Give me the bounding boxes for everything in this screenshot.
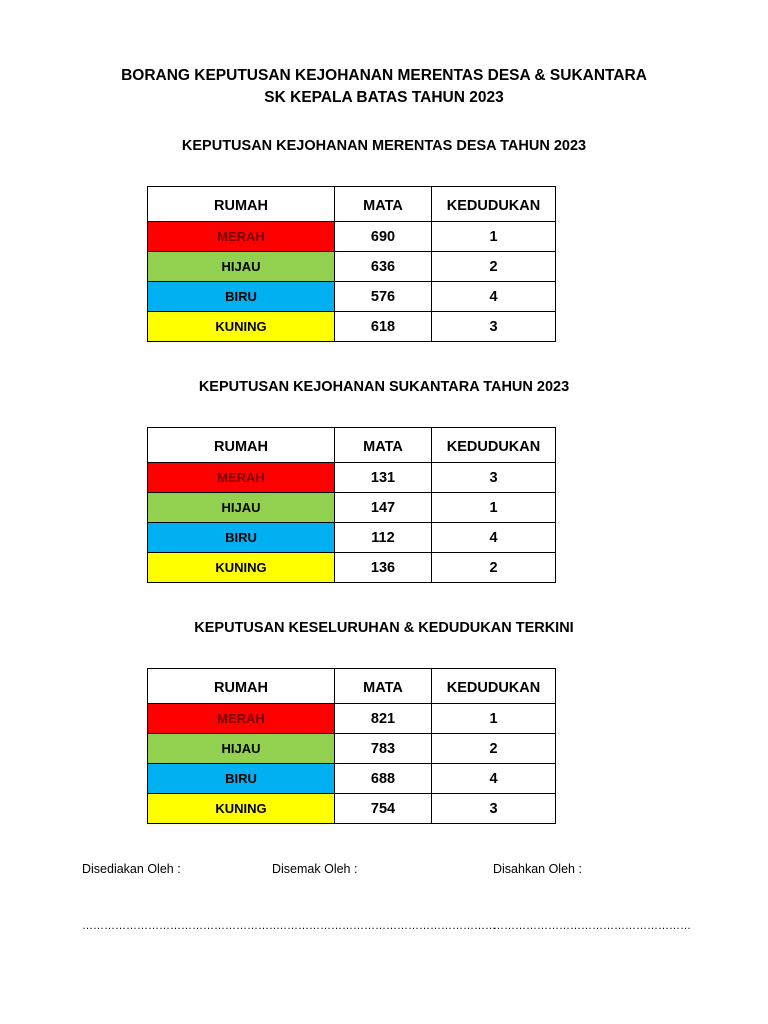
rank-cell: 1	[432, 704, 556, 734]
table-row	[148, 704, 556, 734]
table-row	[148, 493, 556, 523]
house-cell-kuning: KUNING	[148, 794, 335, 824]
points-cell: 690	[335, 222, 432, 252]
table-row	[148, 463, 556, 493]
column-header-mata: MATA	[335, 669, 432, 704]
house-cell-hijau: HIJAU	[148, 493, 335, 523]
column-header-kedudukan: KEDUDUKAN	[432, 428, 556, 463]
rank-cell: 3	[432, 463, 556, 493]
column-header-mata: MATA	[335, 428, 432, 463]
rank-cell: 4	[432, 523, 556, 553]
points-cell: 783	[335, 734, 432, 764]
column-header-kedudukan: KEDUDUKAN	[432, 187, 556, 222]
points-cell: 688	[335, 764, 432, 794]
section-title-sukantara: KEPUTUSAN KEJOHANAN SUKANTARA TAHUN 2023	[198, 379, 570, 395]
table-row	[148, 794, 556, 824]
table-row	[148, 222, 556, 252]
house-cell-merah: MERAH	[148, 704, 335, 734]
house-cell-merah: MERAH	[148, 463, 335, 493]
document-subtitle: SK KEPALA BATAS TAHUN 2023	[264, 89, 504, 106]
checked-by-signature-line: ……………………………………………………	[276, 920, 496, 932]
section-title-keseluruhan: KEPUTUSAN KESELURUHAN & KEDUDUKAN TERKINI	[194, 620, 574, 636]
table-row	[148, 734, 556, 764]
column-header-rumah: RUMAH	[148, 187, 335, 222]
points-cell: 147	[335, 493, 432, 523]
points-cell: 618	[335, 312, 432, 342]
table-row	[148, 282, 556, 312]
rank-cell: 2	[432, 252, 556, 282]
rank-cell: 4	[432, 764, 556, 794]
checked-by-label: Disemak Oleh :	[272, 862, 358, 876]
table-header-row	[148, 428, 556, 463]
results-table-sukantara	[147, 427, 556, 583]
points-cell: 112	[335, 523, 432, 553]
rank-cell: 2	[432, 553, 556, 583]
house-cell-biru: BIRU	[148, 523, 335, 553]
table-row	[148, 523, 556, 553]
section-title-merentas-desa: KEPUTUSAN KEJOHANAN MERENTAS DESA TAHUN 2023	[181, 138, 587, 154]
approved-by-label: Disahkan Oleh :	[493, 862, 582, 876]
column-header-rumah: RUMAH	[148, 669, 335, 704]
points-cell: 131	[335, 463, 432, 493]
rank-cell: 3	[432, 312, 556, 342]
house-cell-merah: MERAH	[148, 222, 335, 252]
column-header-kedudukan: KEDUDUKAN	[432, 669, 556, 704]
table-header-row	[148, 187, 556, 222]
table-row	[148, 553, 556, 583]
rank-cell: 4	[432, 282, 556, 312]
points-cell: 754	[335, 794, 432, 824]
house-cell-hijau: HIJAU	[148, 734, 335, 764]
rank-cell: 3	[432, 794, 556, 824]
table-header-row	[148, 669, 556, 704]
column-header-rumah: RUMAH	[148, 428, 335, 463]
points-cell: 136	[335, 553, 432, 583]
rank-cell: 1	[432, 493, 556, 523]
house-cell-hijau: HIJAU	[148, 252, 335, 282]
rank-cell: 1	[432, 222, 556, 252]
column-header-mata: MATA	[335, 187, 432, 222]
points-cell: 636	[335, 252, 432, 282]
rank-cell: 2	[432, 734, 556, 764]
points-cell: 821	[335, 704, 432, 734]
results-table-merentas-desa	[147, 186, 556, 342]
house-cell-biru: BIRU	[148, 764, 335, 794]
house-cell-biru: BIRU	[148, 282, 335, 312]
document-title: BORANG KEPUTUSAN KEJOHANAN MERENTAS DESA & SUKANTARA	[121, 67, 647, 84]
table-row	[148, 312, 556, 342]
approved-by-signature-line: ………………………………………………	[493, 920, 691, 932]
house-cell-kuning: KUNING	[148, 553, 335, 583]
prepared-by-label: Disediakan Oleh :	[82, 862, 181, 876]
prepared-by-signature-line: ………………………………………………	[82, 920, 280, 932]
table-row	[148, 764, 556, 794]
house-cell-kuning: KUNING	[148, 312, 335, 342]
points-cell: 576	[335, 282, 432, 312]
results-table-keseluruhan	[147, 668, 556, 824]
table-row	[148, 252, 556, 282]
